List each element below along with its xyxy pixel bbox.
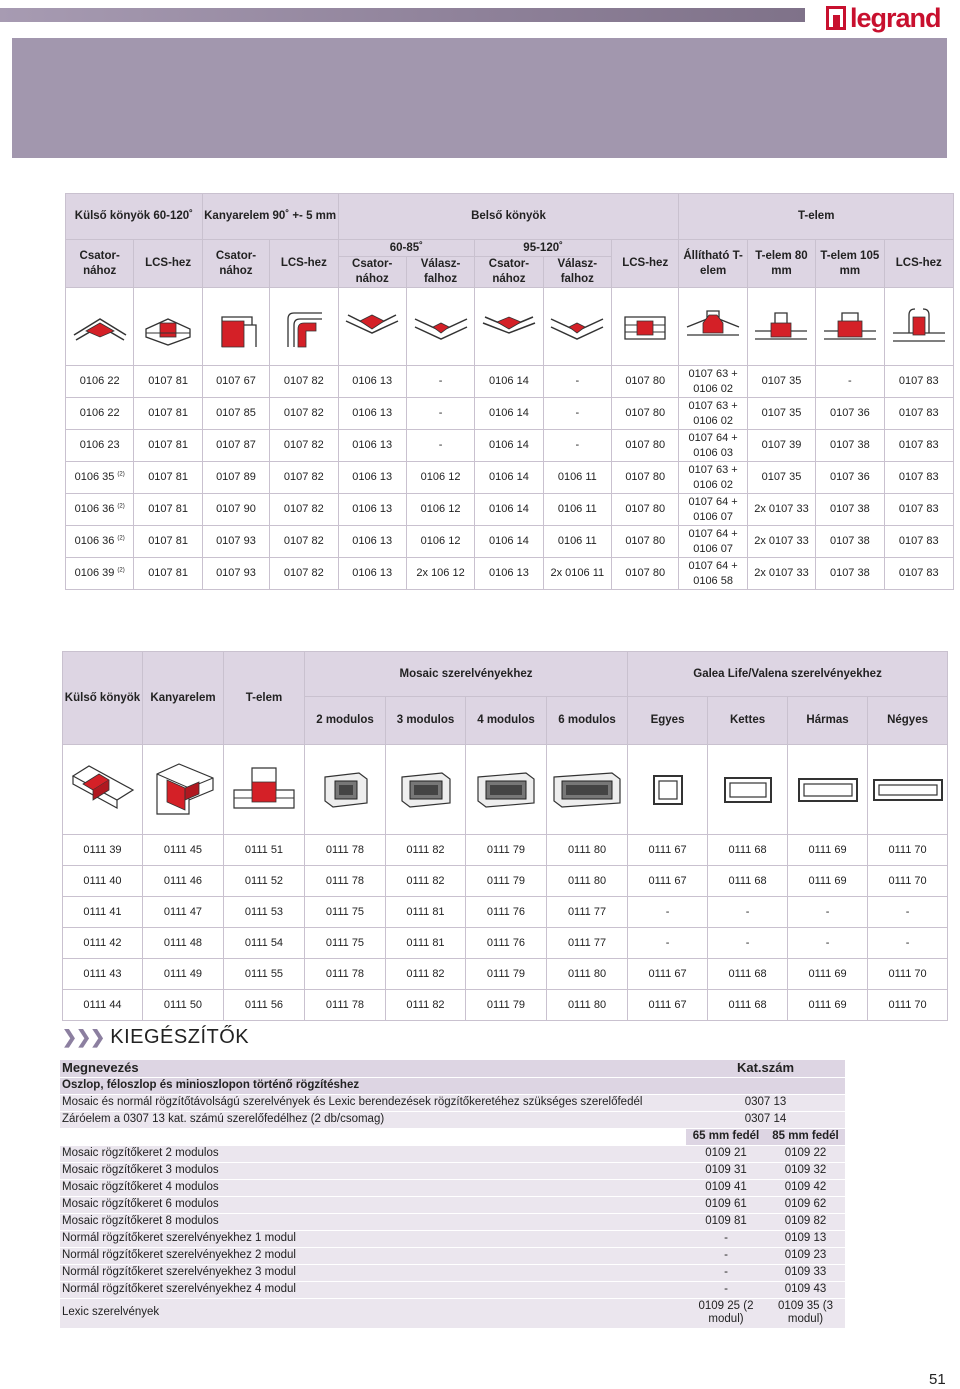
header-mosaic: Mosaic szerelvényekhez xyxy=(305,652,628,697)
header-t-80: T-elem 80 mm xyxy=(747,240,815,288)
lcs-outer-elbow-icon xyxy=(134,288,202,366)
table-row: 0111 40 0111 46 0111 52 0111 78 0111 82 0111 79 0111 80 0111 67 0111 68 0111 69 0111 70 xyxy=(63,866,948,897)
outer-elbow-icon xyxy=(63,745,143,835)
legrand-logo-icon xyxy=(826,6,846,30)
corner-icon xyxy=(202,288,269,366)
table-row: 0111 39 0111 45 0111 51 0111 78 0111 82 0111 79 0111 80 0111 67 0111 68 0111 69 0111 70 xyxy=(63,835,948,866)
list-item: Mosaic rögzítőkeret 4 modulos 0109 41 0109 42 xyxy=(60,1179,845,1196)
list-item: Mosaic és normál rögzítőtávolságú szerelvények és Lexic berendezések rögzítőkeretéhez szükséges szerelőfedél 0307 13 xyxy=(60,1094,845,1111)
header-harmas: Hármas xyxy=(788,697,868,745)
corner-elements-table xyxy=(65,193,954,590)
header-t-elem: T-elem xyxy=(679,194,954,240)
header-kettes: Kettes xyxy=(708,697,788,745)
table-row: 0111 44 0111 50 0111 56 0111 78 0111 82 0111 79 0111 80 0111 67 0111 68 0111 69 0111 70 xyxy=(63,990,948,1021)
icon-row xyxy=(63,745,948,835)
header-lcs: LCS-hez xyxy=(134,240,202,288)
mosaic-4-frame-icon xyxy=(466,745,547,835)
list-item: Normál rögzítőkeret szerelvényekhez 4 modul - 0109 43 xyxy=(60,1281,845,1298)
header-4-modulos: 4 modulos xyxy=(466,697,547,745)
header-csatornahoz: Csator-nához xyxy=(202,240,269,288)
header-kanyarelem: Kanyarelem 90˚ +- 5 mm xyxy=(202,194,338,240)
tee-icon xyxy=(224,745,305,835)
mosaic-3-frame-icon xyxy=(386,745,466,835)
accessories-table xyxy=(60,1060,845,1329)
brand-name: legrand xyxy=(850,2,941,33)
list-item: Mosaic rögzítőkeret 6 modulos 0109 61 0109 62 xyxy=(60,1196,845,1213)
group-header: Oszlop, féloszlop és minioszlopon történő rögzítéshez xyxy=(60,1077,845,1094)
table-row: 0111 42 0111 48 0111 54 0111 75 0111 81 0111 76 0111 77 - - - - xyxy=(63,928,948,959)
header-csatornahoz: Csator-nához xyxy=(475,257,543,288)
header-banner xyxy=(12,38,947,158)
list-item: Mosaic rögzítőkeret 3 modulos 0109 31 0109 32 xyxy=(60,1162,845,1179)
list-item: Mosaic rögzítőkeret 8 modulos 0109 81 0109 82 xyxy=(60,1213,845,1230)
header-kulso-konyok: Külső könyök xyxy=(63,652,143,745)
header-85mm: 85 mm fedél xyxy=(766,1128,845,1145)
header-3-modulos: 3 modulos xyxy=(386,697,466,745)
header-lcs: LCS-hez xyxy=(884,240,953,288)
header-6-modulos: 6 modulos xyxy=(547,697,628,745)
list-item: Mosaic rögzítőkeret 2 modulos 0109 21 0109 22 xyxy=(60,1145,845,1162)
header-2-modulos: 2 modulos xyxy=(305,697,386,745)
corner-icon xyxy=(143,745,224,835)
list-item: Normál rögzítőkeret szerelvényekhez 2 modul - 0109 23 xyxy=(60,1247,845,1264)
header-angle-95-120: 95-120˚ xyxy=(475,240,612,257)
icon-row xyxy=(66,288,954,366)
inner-elbow-icon xyxy=(475,288,543,366)
list-item: Normál rögzítőkeret szerelvényekhez 1 modul - 0109 13 xyxy=(60,1230,845,1247)
galea-single-frame-icon xyxy=(628,745,708,835)
table-row: 0106 36 $^{(2)}$ 0107 81 0107 93 0107 82 0106 13 0106 12 0106 14 0106 11 0107 80 0107 64 + 0106 07 2x 0107 33 0107 38 0107 83 xyxy=(66,526,954,558)
subheader-row xyxy=(60,1128,845,1145)
header-belso-konyok: Belső könyök xyxy=(338,194,679,240)
brand-logo xyxy=(826,2,941,34)
table-row: 0106 39 $^{(2)}$ 0107 81 0107 93 0107 82 0106 13 2x 106 12 0106 13 2x 0106 11 0107 80 0107 64 + 0106 58 2x 0107 33 0107 38 0107 83 xyxy=(66,558,954,590)
table-row: 0106 23 0107 81 0107 87 0107 82 0106 13 - 0106 14 - 0107 80 0107 64 + 0106 03 0107 39 0107 38 0107 83 xyxy=(66,430,954,462)
list-item: Lexic szerelvények 0109 25 (2 modul) 0109 35 (3 modul) xyxy=(60,1298,845,1328)
table-row: 0111 41 0111 47 0111 53 0111 75 0111 81 0111 76 0111 77 - - - - xyxy=(63,897,948,928)
header-csatornahoz: Csator-nához xyxy=(66,240,134,288)
list-item: Záróelem a 0307 13 kat. számú szerelőfedélhez (2 db/csomag) 0307 14 xyxy=(60,1111,845,1128)
galea-triple-frame-icon xyxy=(788,745,868,835)
header-egyes: Egyes xyxy=(628,697,708,745)
inner-elbow-partition-icon xyxy=(406,288,474,366)
top-bar xyxy=(0,8,805,22)
accessories-header xyxy=(60,1060,845,1077)
header-valaszfalhoz: Válasz-falhoz xyxy=(406,257,474,288)
inner-elbow-partition-icon xyxy=(543,288,611,366)
triple-chevron-icon: ❯❯❯ xyxy=(62,1027,105,1047)
header-lcs: LCS-hez xyxy=(270,240,338,288)
header-galea: Galea Life/Valena szerelvényekhez xyxy=(628,652,948,697)
tee-80-icon xyxy=(747,288,815,366)
table-row: 0106 35 $^{(2)}$ 0107 81 0107 89 0107 82 0106 13 0106 12 0106 14 0106 11 0107 80 0107 63 + 0106 02 0107 35 0107 36 0107 83 xyxy=(66,462,954,494)
inner-elbow-icon xyxy=(338,288,406,366)
outer-elbow-icon xyxy=(66,288,134,366)
galea-quad-frame-icon xyxy=(868,745,948,835)
section-title: ❯❯❯ KIEGÉSZÍTŐK xyxy=(62,1026,250,1048)
page-number: 51 xyxy=(929,1371,946,1388)
lcs-tee-icon xyxy=(884,288,953,366)
header-kulso-konyok: Külső könyök 60-120˚ xyxy=(66,194,203,240)
table-row: 0106 22 0107 81 0107 85 0107 82 0106 13 - 0106 14 - 0107 80 0107 63 + 0106 02 0107 35 0107 36 0107 83 xyxy=(66,398,954,430)
table-row: 0106 22 0107 81 0107 67 0107 82 0106 13 - 0106 14 - 0107 80 0107 63 + 0106 02 0107 35 - 0107 83 xyxy=(66,366,954,398)
header-kanyarelem: Kanyarelem xyxy=(143,652,224,745)
header-lcs: LCS-hez xyxy=(612,240,679,288)
header-t-105: T-elem 105 mm xyxy=(816,240,884,288)
header-kat-szam: Kat.szám xyxy=(686,1060,845,1077)
header-negyes: Négyes xyxy=(868,697,948,745)
mosaic-2-frame-icon xyxy=(305,745,386,835)
header-valaszfalhoz: Válasz-falhoz xyxy=(543,257,611,288)
lcs-inner-elbow-icon xyxy=(612,288,679,366)
header-csatornahoz: Csator-nához xyxy=(338,257,406,288)
header-allithato: Állítható T-elem xyxy=(679,240,747,288)
mounting-elements-table xyxy=(62,651,948,1021)
mosaic-6-frame-icon xyxy=(547,745,628,835)
header-65mm: 65 mm fedél xyxy=(686,1128,766,1145)
table-row: 0106 36 $^{(2)}$ 0107 81 0107 90 0107 82 0106 13 0106 12 0106 14 0106 11 0107 80 0107 64 + 0106 07 2x 0107 33 0107 38 0107 83 xyxy=(66,494,954,526)
list-item: Normál rögzítőkeret szerelvényekhez 3 modul - 0109 33 xyxy=(60,1264,845,1281)
adjustable-tee-icon xyxy=(679,288,747,366)
table-row: 0111 43 0111 49 0111 55 0111 78 0111 82 0111 79 0111 80 0111 67 0111 68 0111 69 0111 70 xyxy=(63,959,948,990)
header-t-elem: T-elem xyxy=(224,652,305,745)
lcs-corner-icon xyxy=(270,288,338,366)
header-angle-60-85: 60-85˚ xyxy=(338,240,475,257)
header-megnevezes: Megnevezés xyxy=(60,1060,686,1077)
galea-double-frame-icon xyxy=(708,745,788,835)
tee-105-icon xyxy=(816,288,884,366)
